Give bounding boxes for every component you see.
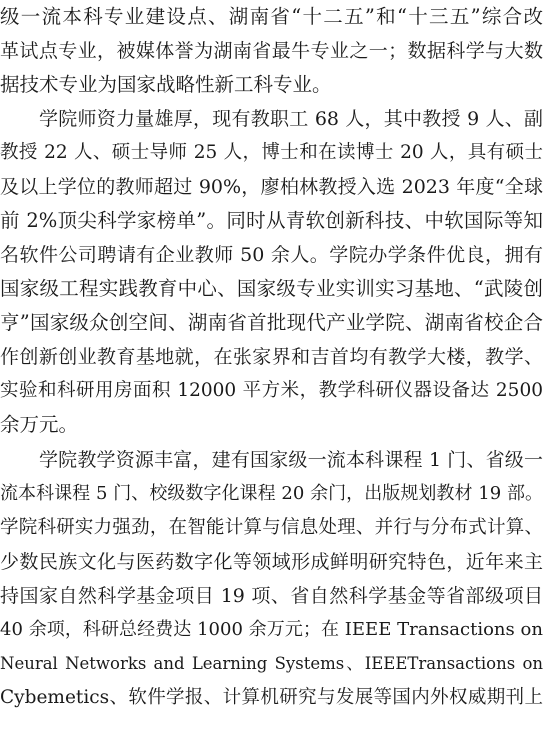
text-line: 前 2%顶尖科学家榜单”。同时从青软创新科技、中软国际等知 bbox=[0, 209, 543, 232]
text-line: 流本科课程 5 门、校级数字化课程 20 余门，出版规划教材 19 部。 bbox=[0, 483, 543, 504]
text-line: 革试点专业，被媒体誉为湖南省最牛专业之一；数据科学与大数 bbox=[0, 40, 543, 62]
text-line: 亨”国家级众创空间、湖南省首批现代产业学院、湖南省校企合 bbox=[0, 311, 543, 334]
text-line: 据技术专业为国家战略性新工科专业。 bbox=[0, 73, 332, 96]
text-line: 40 余项，科研总经费达 1000 余万元；在 IEEE Transactions on bbox=[0, 619, 543, 640]
text-line: Cybemetics、软件学报、计算机研究与发展等国内外权威期刊上 bbox=[0, 687, 543, 708]
text-line: 及以上学位的教师超过 90%，廖柏林教授入选 2023 年度“全球 bbox=[0, 176, 543, 198]
text-line: 少数民族文化与医药数字化等领域形成鲜明研究特色，近年来主 bbox=[0, 551, 543, 573]
paragraph-first-line: 学院师资力量雄厚，现有教职工 68 人，其中教授 9 人、副 bbox=[39, 108, 543, 130]
paragraph-first-line: 学院教学资源丰富，建有国家级一流本科课程 1 门、省级一 bbox=[39, 449, 543, 471]
text-line: 国家级工程实践教育中心、国家级专业实训实习基地、“武陵创 bbox=[0, 277, 543, 300]
text-line: 教授 22 人、硕士导师 25 人，博士和在读博士 20 人，具有硕士 bbox=[0, 142, 543, 163]
text-line: 级一流本科专业建设点、湖南省“十二五”和“十三五”综合改 bbox=[0, 5, 543, 28]
text-line: 实验和科研用房面积 12000 平方米，教学科研仪器设备达 2500 bbox=[0, 380, 543, 401]
text-line: 作创新创业教育基地就，在张家界和吉首均有教学大楼，教学、 bbox=[0, 346, 543, 368]
text-line: 余万元。 bbox=[0, 413, 79, 436]
text-line: 名软件公司聘请有企业教师 50 余人。学院办学条件优良，拥有 bbox=[0, 244, 543, 266]
text-line: 持国家自然科学基金项目 19 项、省自然科学基金等省部级项目 bbox=[0, 585, 543, 607]
text-line: 学院科研实力强劲，在智能计算与信息处理、并行与分布式计算、 bbox=[0, 517, 543, 538]
text-line: Neural Networks and Learning Systems、IEEETransactions on bbox=[0, 654, 543, 673]
